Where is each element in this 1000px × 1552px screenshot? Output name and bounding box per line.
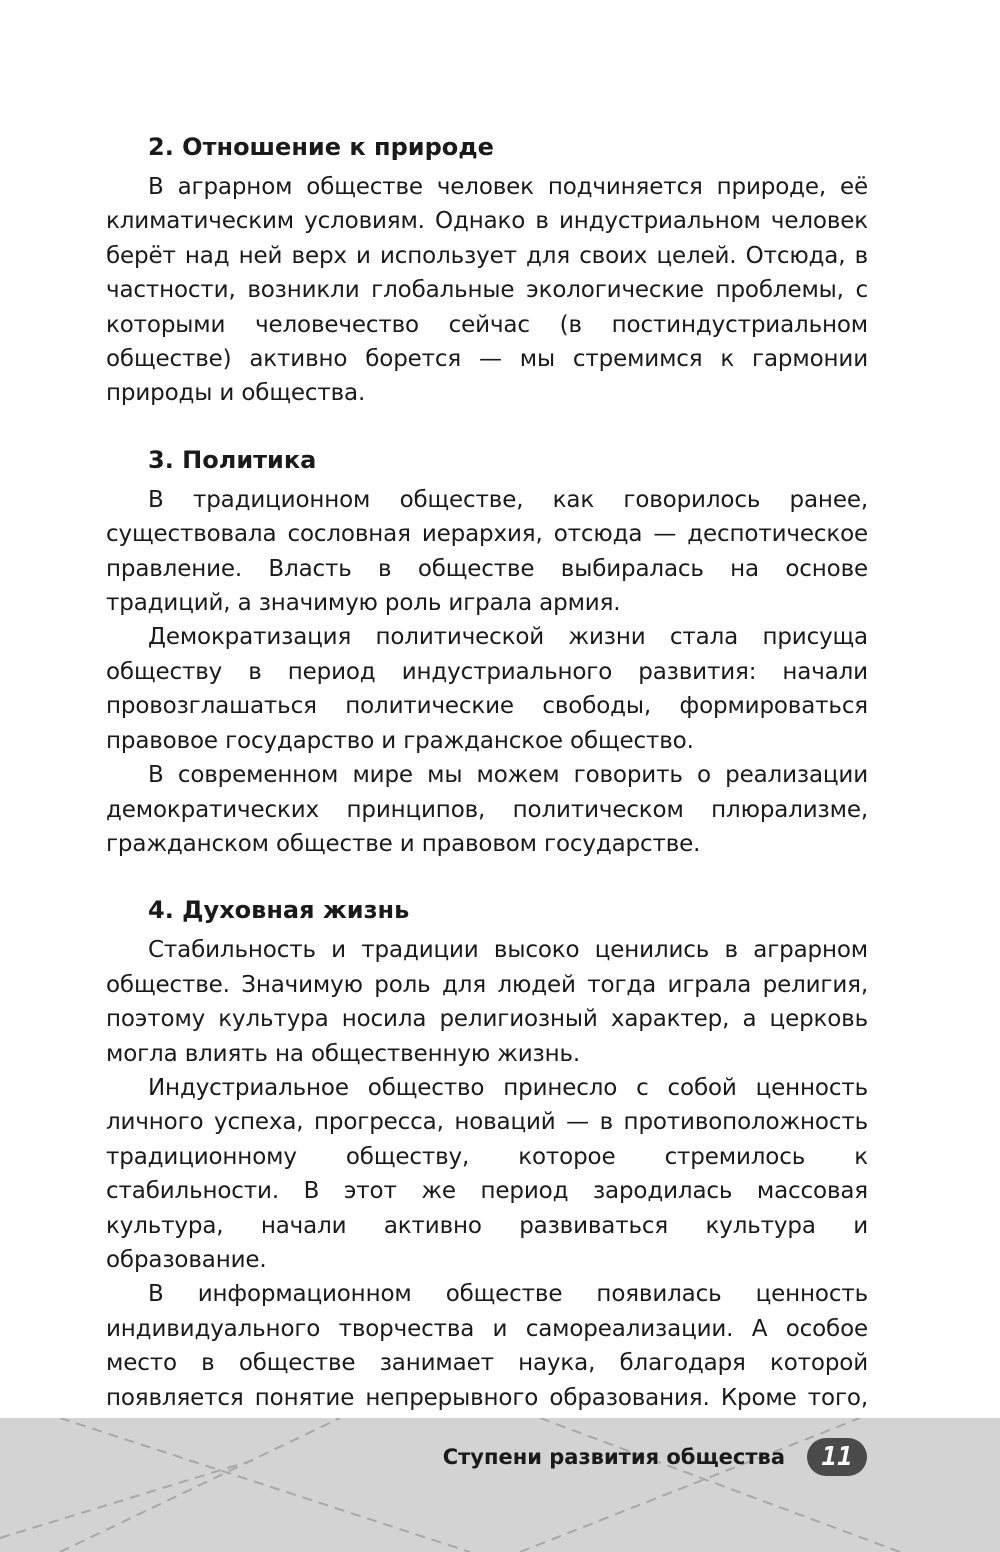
- section-politics: [106, 443, 868, 861]
- section-title: 4. Духовная жизнь: [148, 896, 410, 925]
- page-number-badge: 11: [807, 1438, 867, 1476]
- paragraph: Демократизация политической жизни стала присуща обществу в период индустриального развития: начали провозглашаться политические свободы, формироваться правовое государство и гражданское общество.: [106, 624, 868, 754]
- paragraph: Индустриальное общество принесло с собой ценность личного успеха, прогресса, новаций — в противоположность традиционному обществу, которое стремилось к стабильности. В этот же период зародилась массовая культура, начали активно развиваться культура и образование.: [106, 1074, 868, 1273]
- section-title: 2. Отношение к природе: [148, 133, 494, 161]
- paragraph: В традиционном обществе, как говорилось ранее, существовала сословная иерархия, отсюда — деспотическое правление. Власть в обществе выбиралась на основе традиций, а значимую роль играла армия.: [106, 486, 868, 617]
- section-spiritual-life: [106, 893, 868, 1449]
- paragraph: В современном мире мы можем говорить о реализации демократических принципов, политическом плюрализме, гражданском обществе и правовом государстве.: [106, 762, 868, 857]
- running-title: Ступени развития общества: [442, 1445, 785, 1469]
- page-body: [106, 130, 868, 1481]
- section-title: 3. Политика: [148, 445, 317, 474]
- paragraph: В информационном обществе появилась ценность индивидуального творчества и самореализации. А особое место в обществе занимает наука, благодаря которой появляется понятие непрерывного образования. Кроме того,: [106, 1281, 868, 1411]
- paragraph: Стабильность и традиции высоко ценились в аграрном обществе. Значимую роль для людей тогда играла религия, поэтому культура носила религиозный характер, а церковь могла влиять на общественную жизнь.: [106, 937, 868, 1067]
- paragraph: В аграрном обществе человек подчиняется природе, её климатическим условиям. Однако в индустриальном человек берёт над ней верх и использует для своих целей. Отсюда, в частности, возникли глобальные экологические проблемы, с которыми человечество сейчас (в постиндустриальном обществе) активно борется — мы стремимся к гармонии природы и общества.: [106, 174, 868, 407]
- section-nature: [106, 130, 868, 411]
